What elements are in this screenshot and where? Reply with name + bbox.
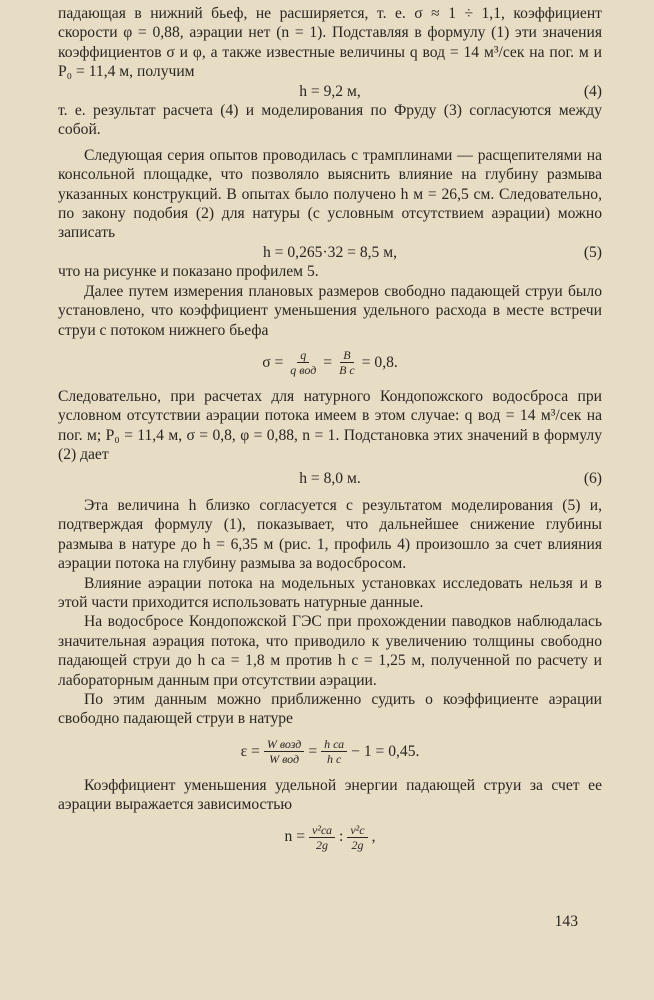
fraction xyxy=(321,737,347,766)
division-sign: : xyxy=(338,828,344,846)
paragraph-8: Влияние аэрации потока на модельных установках исследовать нельзя и в этой части приходится использовать натурные данные. xyxy=(58,574,602,611)
numerator: W возд xyxy=(264,737,304,752)
formula-4 xyxy=(58,82,602,101)
paragraph-2: т. е. результат расчета (4) и моделирования по Фруду (3) согласуются между собой. xyxy=(58,102,602,139)
formula-4-body: h = 9,2 м, xyxy=(299,82,361,100)
formula-6-body: h = 8,0 м. xyxy=(299,469,361,487)
formula-n xyxy=(58,823,602,852)
fraction xyxy=(264,737,304,766)
paragraph-5: Далее путем измерения плановых размеров свободно падающей струи было установлено, что коэффициент уменьшения удельного расхода в месте встречи струи с потоком нижнего бьефа xyxy=(58,282,602,339)
formula-n-lhs: n = xyxy=(284,828,306,846)
page-number: 143 xyxy=(554,913,578,930)
equals-sign: = xyxy=(308,742,318,760)
formula-5-body: h = 0,265·32 = 8,5 м, xyxy=(262,243,397,261)
formula-6-number: (6) xyxy=(583,469,602,487)
formula-sigma-lhs: σ = xyxy=(262,353,284,371)
paragraph-3: Следующая серия опытов проводилась с трамплинами — расщепителями на консольной площадке, что позволяло выяснить влияние на глубину размыва указанных конструкций. В опытах было получено h м = 26,5 см. Следовательно, по закону подобия (2) для натуры (с условным отсутствием аэрации) можно записать xyxy=(58,146,602,242)
formula-6 xyxy=(58,469,602,488)
numerator: v²с xyxy=(347,823,367,838)
denominator: h с xyxy=(326,751,342,766)
formula-4-number: (4) xyxy=(583,82,602,100)
formula-epsilon xyxy=(58,737,602,766)
formula-5 xyxy=(58,243,602,262)
paragraph-1: падающая в нижний бьеф, не расширяется, т. е. σ ≈ 1 ÷ 1,1, коэффициент скорости φ = 0,88, аэрации нет (n = 1). Подставляя в формулу (1) эти значения коэффициентов σ и φ, а также известные величины q вод = 14 м³/сек на пог. м и P₀ = 11,4 м, получим xyxy=(58,5,602,81)
fraction xyxy=(287,348,319,377)
denominator: B c xyxy=(339,362,355,377)
fraction xyxy=(347,823,367,852)
denominator: 2g xyxy=(315,837,328,852)
numerator: h са xyxy=(321,737,347,752)
fraction xyxy=(336,348,358,377)
paragraph-6: Следовательно, при расчетах для натурного Кондопожского водосброса при условном отсутствии аэрации потока имеем в этом случае: q вод = 14 м³/сек на пог. м; P₀ = 11,4 м, σ = 0,8, φ = 0,88, n = 1. Подстановка этих значений в формулу (2) дает xyxy=(58,387,602,464)
paragraph-4: что на рисунке и показано профилем 5. xyxy=(58,263,319,281)
formula-5-number: (5) xyxy=(583,243,602,261)
formula-epsilon-rhs: − 1 = 0,45. xyxy=(351,742,420,760)
fraction xyxy=(309,823,335,852)
denominator: W вод xyxy=(269,751,300,766)
numerator: q xyxy=(297,348,309,363)
denominator: q вод xyxy=(290,362,317,377)
numerator: B xyxy=(340,348,353,363)
paragraph-11: Коэффициент уменьшения удельной энергии падающей струи за счет ее аэрации выражается зависимостью xyxy=(58,776,602,814)
denominator: 2g xyxy=(351,837,364,852)
formula-epsilon-lhs: ε = xyxy=(240,742,260,760)
paragraph-9: На водосбросе Кондопожской ГЭС при прохождении паводков наблюдалась значительная аэрация потока, что приводило к увеличению толщины свободно падающей струи до h са = 1,8 м против h с = 1,25 м, полученной по расчету и лабораторным данным при отсутствии аэрации. xyxy=(58,613,602,689)
paragraph-10: По этим данным можно приближенно судить о коэффициенте аэрации свободно падающей струи в натуре xyxy=(58,691,602,728)
formula-sigma-rhs: = 0,8. xyxy=(361,353,398,371)
formula-sigma xyxy=(58,348,602,377)
formula-n-rhs: , xyxy=(371,828,376,846)
numerator: v²са xyxy=(309,823,335,838)
equals-sign: = xyxy=(323,353,333,371)
paragraph-7: Эта величина h близко согласуется с результатом моделирования (5) и, подтверждая формулу (1), показывает, что дальнейшее снижение глубины размыва в натуре до h = 6,35 м (рис. 1, профиль 4) произошло за счет влияния аэрации потока на глубину размыва за водосбросом. xyxy=(58,496,602,573)
